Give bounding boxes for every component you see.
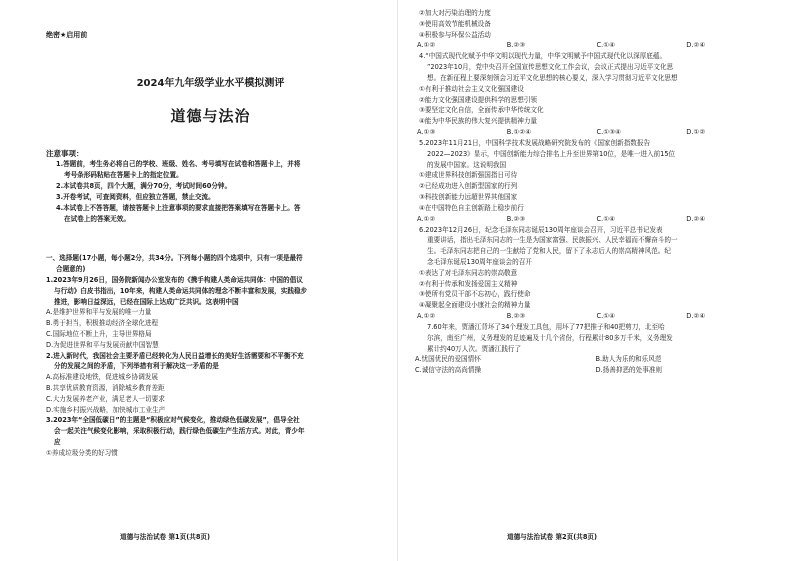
question-1	[46, 275, 375, 351]
question-line: 尔滨，南至广州，义务理发的足迹遍及十几个省份，行程累计80多万千米，义务理发	[427, 333, 673, 342]
question-line: 2022—2023》显示，中国创新能力综合排名上升至世界第10位，是唯一进入前15位	[427, 149, 676, 158]
option-d[interactable]: D.实施乡村振兴战略，加快城市工业生产	[46, 405, 166, 414]
question-line: 推进，影响日益深远，已经在国际上达成广泛共识。这表明中国	[54, 297, 239, 306]
statement-item: ①建成世界科技创新强国指日可待	[419, 171, 518, 180]
option-row	[417, 40, 776, 51]
question-line: 3.2023年“全国低碳日”的主题是“积极应对气候变化，推动绿色低碳发展”，倡导全社	[46, 416, 300, 425]
statement-item: ②有利于传承和发扬爱国主义精神	[419, 279, 518, 288]
option-d[interactable]: D.扬善抑恶的处事准则	[595, 366, 663, 375]
question-line: 5.2023年11月21日，中国科学技术发展战略研究院发布的《国家创新指数报告	[419, 138, 651, 147]
question-4	[415, 51, 776, 138]
exam-page-2	[397, 0, 794, 561]
notice-line: 1.答题前，考生务必将自己的学校、班级、姓名、考号填写在试卷和答题卡上，并将	[56, 160, 301, 168]
question-line: ”2023年10月，党中央召开全国宣传思想文化工作会议，会议正式提出习近平文化思	[427, 63, 674, 72]
option-c[interactable]: C.①④	[596, 41, 616, 50]
option-b[interactable]: B.助人为乐的和乐风范	[595, 355, 662, 364]
option-b[interactable]: B.②③	[506, 41, 526, 50]
question-line: 分的发展之间的矛盾，下列举措有利于解决这一矛盾的是	[54, 362, 219, 371]
option-d[interactable]: D.②④	[686, 311, 706, 320]
secret-label: 绝密★启用前	[46, 31, 88, 39]
option-c[interactable]: C.①④	[596, 214, 616, 223]
statement-item: ①有利于推动社会主义文化强国建设	[419, 84, 524, 93]
exam-title: 2024年九年级学业水平模拟测评	[136, 78, 285, 89]
question-line: 会一起关注气候变化影响，采取积极行动，践行绿色低碳生产生活方式。对此，青少年	[54, 427, 305, 436]
question-line: 的发展中国家。这说明我国	[427, 160, 507, 169]
notice-heading: 注意事项：	[46, 149, 84, 158]
notice-list	[46, 159, 375, 225]
option-a[interactable]: A.是维护世界和平与发展的唯一力量	[46, 308, 152, 317]
option-a[interactable]: A.①②	[417, 41, 436, 50]
option-a[interactable]: A.①③	[417, 127, 436, 136]
subject-title: 道德与法治	[170, 107, 251, 125]
option-c[interactable]: C.①③④	[596, 127, 621, 136]
page-footer: 道德与法治试卷 第1页(共8页)	[120, 533, 211, 541]
section-line: 合题意的)	[56, 265, 86, 273]
statement-item: ③使所有党员干部不忘初心，践行使命	[419, 290, 531, 299]
question-line: 想。在新征程上要深刻领会习近平文化思想的核心要义，深入学习贯彻习近平文化思想	[427, 73, 678, 82]
option-row	[415, 354, 776, 365]
option-d[interactable]: D.②④	[686, 41, 706, 50]
option-row	[417, 311, 776, 322]
statement-item: ③使用高效节能机械设备	[419, 19, 491, 28]
option-c[interactable]: C.大力发展养老产业，满足老人一切要求	[46, 394, 165, 403]
option-b[interactable]: B.②③	[506, 311, 526, 320]
notice-line: 在试卷上的答案无效。	[64, 215, 130, 223]
option-a[interactable]: A.高标准建设地铁，促进城乡协调发展	[46, 373, 158, 382]
question-line: 7.60年来，贾潘江背坏了34个理发工具包，用坏了77把推子和40把剪刀，北至哈	[427, 322, 665, 331]
notice-line: 3.开卷考试，可查阅资料，但应独立答题，禁止交流。	[56, 193, 215, 201]
statement-item: ②能力文化强国建设提供科学的思想引领	[419, 95, 538, 104]
option-c[interactable]: C.①④	[596, 311, 616, 320]
section-heading	[46, 253, 375, 275]
statement-item: ④凝聚起全面建设小康社会的精神力量	[419, 301, 531, 310]
option-b[interactable]: B.共享优质教育资源，消除城乡教育差距	[46, 383, 165, 392]
statement-item: ④在中国特色自主创新路上稳步前行	[419, 203, 524, 212]
option-row	[415, 365, 776, 376]
notice-line: 4.本试卷上不答答题，请按答题卡上注意事项的要求直接把答案填写在答题卡上。答	[56, 204, 301, 212]
statement-item: ②加大对污染治理的力度	[419, 9, 491, 17]
notice-line: 2.本试卷共8页，四个大题，满分70分，考试时间60分钟。	[56, 182, 232, 190]
option-d[interactable]: D.②④	[686, 214, 706, 223]
question-line: 重要讲话，指出毛泽东同志的一生是为国家富强、民族振兴、人民幸福而不懈奋斗的一	[427, 236, 678, 245]
statement-item: ③要坚定文化自信，全面传承中华传统文化	[419, 106, 544, 115]
question-2	[46, 351, 375, 416]
option-c[interactable]: C.诚信守法的高尚情操	[415, 366, 482, 375]
option-row	[417, 214, 776, 225]
section-line: 一、选择题(17小题，每小题2分，共34分。下列每小题的四个选项中，只有一项是最符	[46, 254, 303, 262]
option-c[interactable]: C.国际地位不断上升，主导世界格局	[46, 329, 152, 338]
question-line: 生。毛泽东同志把自己的一生献给了党和人民，留下了永志后人的崇高精神风范。纪	[427, 247, 671, 256]
question-3	[46, 415, 375, 458]
statement-item: ①养成垃圾分类的好习惯	[46, 448, 118, 457]
question-6	[415, 225, 776, 322]
question-line: 念毛泽东诞辰130周年座谈会的召开	[427, 257, 532, 266]
statement-item: ④能为中华民族的伟大复兴提供精神力量	[419, 117, 538, 126]
notice-line: 考号条形码粘贴在答题卡上的指定位置。	[64, 171, 183, 179]
option-b[interactable]: B.勇于担当，积极推动经济全球化进程	[46, 319, 159, 328]
page-footer: 道德与法治试卷 第2页(共8页)	[507, 533, 598, 541]
statement-item: ④积极参与环保公益活动	[419, 30, 491, 39]
option-row	[417, 127, 776, 138]
statement-item: ①表达了对毛泽东同志的崇高敬意	[419, 268, 518, 277]
question-line: 1.2023年9月26日，国务院新闻办公室发布的《携手构建人类命运共同体：中国的倡议	[46, 276, 303, 284]
option-b[interactable]: B.②③	[506, 214, 526, 223]
question-line: 应	[54, 437, 61, 446]
question-7	[415, 322, 776, 376]
option-a[interactable]: A.①②	[417, 214, 436, 223]
question-line: 4.“中国式现代化赋予中华文明以现代力量，中华文明赋予中国式现代化以深厚底蕴。	[419, 52, 667, 61]
option-d[interactable]: D.为促进世界和平与发展贡献中国智慧	[46, 340, 159, 349]
statement-item: ②已经成功进入创新型国家的行列	[419, 182, 518, 191]
question-line: 6.2023年12月26日，纪念毛泽东同志诞辰130周年座谈会召开，习近平总书记发表	[419, 225, 663, 234]
question-3-continued	[415, 8, 776, 51]
option-a[interactable]: A.①②	[417, 311, 436, 320]
option-d[interactable]: D.①②	[686, 127, 706, 136]
question-line: 累计约40万人次。贾潘江践行了	[427, 344, 522, 353]
option-b[interactable]: B.①②④	[506, 127, 532, 136]
option-a[interactable]: A.忧国优民的爱国情怀	[415, 355, 481, 364]
question-line: 与行动》白皮书指出，10年来，构建人类命运共同体的理念不断丰富和发展，实践稳步	[54, 286, 308, 295]
question-line: 2.进入新时代，我国社会主要矛盾已经转化为人民日益增长的美好生活需要和不平衡不充	[46, 351, 304, 360]
statement-item: ③科技创新能力远超世界其他国家	[419, 192, 518, 201]
question-5	[415, 138, 776, 225]
